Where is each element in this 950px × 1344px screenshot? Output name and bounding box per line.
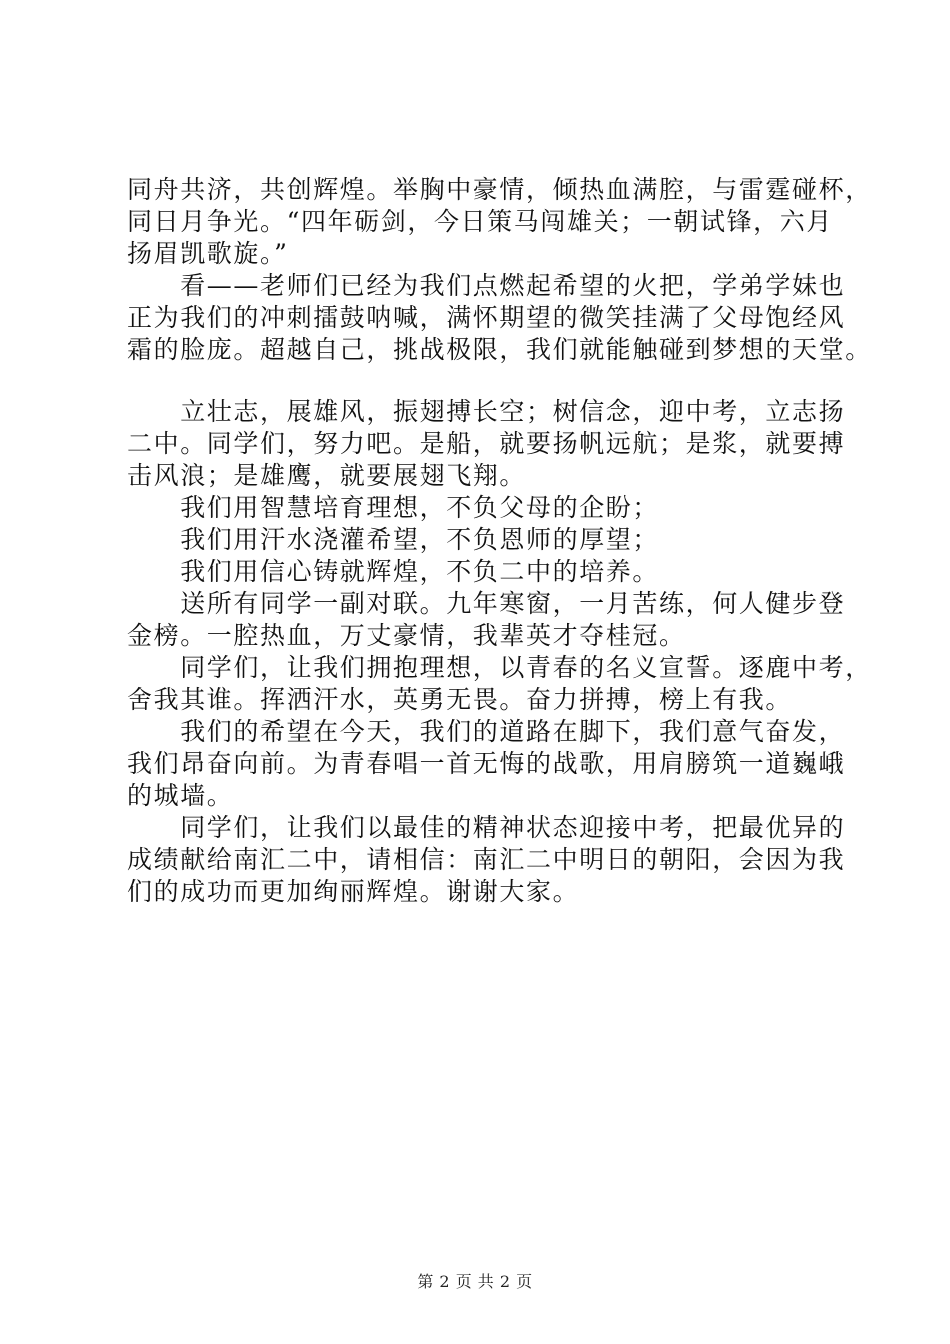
text-line: 我们用汗水浇灌希望，不负恩师的厚望； (127, 525, 660, 554)
paragraph-6 (127, 556, 827, 588)
text-line: 们的成功而更加绚丽辉煌。谢谢大家。 (127, 877, 580, 906)
paragraph-3 (127, 396, 846, 492)
text-line: 舍我其谁。挥洒汗水，英勇无畏。奋力拼搏，榜上有我。 (127, 685, 793, 714)
text-line: 同舟共济，共创辉煌。举胸中豪情，倾热血满腔，与雷霆碰杯， (127, 175, 872, 204)
document-body (127, 174, 872, 908)
paragraph-10 (127, 812, 846, 908)
text-line: 霜的脸庞。超越自己，挑战极限，我们就能触碰到梦想的天堂。 (127, 335, 872, 364)
text-line: 我们用智慧培育理想，不负父母的企盼； (127, 493, 660, 522)
text-line: 正为我们的冲刺擂鼓呐喊，满怀期望的微笑挂满了父母饱经风 (127, 303, 846, 332)
text-line: 成绩献给南汇二中，请相信：南汇二中明日的朝阳，会因为我 (127, 845, 846, 874)
text-line: 同学们，让我们以最佳的精神状态迎接中考，把最优异的 (127, 813, 846, 842)
page-number-footer: 第 2 页 共 2 页 (417, 1272, 533, 1291)
text-line: 同日月争光。“四年砺剑，今日策马闯雄关；一朝试锋，六月 (127, 207, 833, 236)
paragraph-7 (127, 588, 846, 652)
paragraph-4 (127, 492, 827, 524)
text-line: 我们用信心铸就辉煌，不负二中的培养。 (127, 557, 660, 586)
text-line: 立壮志，展雄风，振翅搏长空；树信念，迎中考，立志扬 (127, 397, 846, 426)
paragraph-8 (127, 652, 872, 716)
text-line: 送所有同学一副对联。九年寒窗，一月苦练，何人健步登 (127, 589, 846, 618)
text-line: 看——老师们已经为我们点燃起希望的火把，学弟学妹也 (127, 271, 846, 300)
text-line: 二中。同学们，努力吧。是船，就要扬帆远航；是浆，就要搏 (127, 429, 846, 458)
text-line: 我们的希望在今天，我们的道路在脚下，我们意气奋发， (127, 717, 846, 746)
text-line: 同学们，让我们拥抱理想，以青春的名义宣誓。逐鹿中考， (127, 653, 872, 682)
text-line: 我们昂奋向前。为青春唱一首无悔的战歌，用肩膀筑一道巍峨 (127, 749, 846, 778)
paragraph-1 (127, 174, 872, 270)
text-line: 金榜。一腔热血，万丈豪情，我辈英才夺桂冠。 (127, 621, 686, 650)
text-line: 击风浪；是雄鹰，就要展翅飞翔。 (127, 461, 527, 490)
paragraph-5 (127, 524, 827, 556)
paragraph-spacer (127, 366, 827, 396)
paragraph-9 (127, 716, 846, 812)
text-line: 的城墙。 (127, 781, 234, 810)
text-line: 扬眉凯歌旋。” (127, 239, 289, 268)
paragraph-2 (127, 270, 872, 366)
